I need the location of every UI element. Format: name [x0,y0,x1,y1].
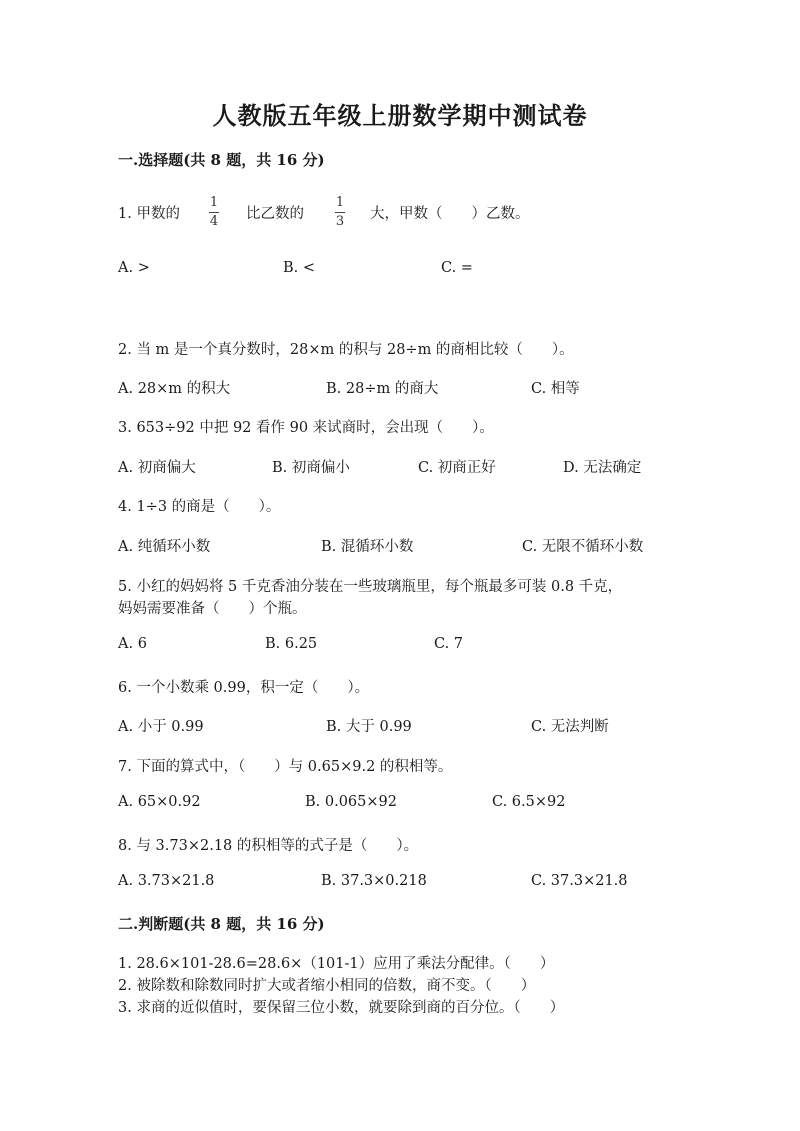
question-1-option-c[interactable]: C. = [441,260,473,276]
question-1-prefix: 1. 甲数的 [118,206,180,222]
fraction-one-third [335,196,345,229]
question-4-text: 4. 1÷3 的商是（ ）。 [118,499,281,515]
question-2-option-a[interactable]: A. 28×m 的积大 [118,381,231,397]
question-6-option-a[interactable]: A. 小于 0.99 [118,719,204,735]
question-7-option-b[interactable]: B. 0.065×92 [305,794,397,810]
question-8-option-c[interactable]: C. 37.3×21.8 [531,873,628,889]
question-6-text: 6. 一个小数乘 0.99，积一定（ ）。 [118,680,370,696]
fraction-bar [209,212,219,213]
question-8-option-a[interactable]: A. 3.73×21.8 [118,873,215,889]
question-7-text: 7. 下面的算式中，（ ）与 0.65×9.2 的积相等。 [118,759,453,775]
judgment-item-2: 2. 被除数和除数同时扩大或者缩小相同的倍数，商不变。（ ） [118,978,536,994]
judgment-item-3: 3. 求商的近似值时，要保留三位小数，就要除到商的百分位。（ ） [118,1000,565,1016]
question-2-option-b[interactable]: B. 28÷m 的商大 [326,381,439,397]
section-heading-judgment: 二.判断题(共 8 题，共 16 分) [118,915,325,933]
question-3-text: 3. 653÷92 中把 92 看作 90 来试商时，会出现（ ）。 [118,420,494,436]
fraction-numerator: 1 [335,195,345,210]
question-3-option-b[interactable]: B. 初商偏小 [272,460,350,476]
question-3-option-c[interactable]: C. 初商正好 [418,460,496,476]
question-6-option-c[interactable]: C. 无法判断 [531,719,609,735]
question-8-text: 8. 与 3.73×2.18 的积相等的式子是（ ）。 [118,838,419,854]
question-5-option-a[interactable]: A. 6 [118,636,147,652]
question-1-option-a[interactable]: A. > [118,260,150,276]
question-3-option-d[interactable]: D. 无法确定 [563,460,642,476]
question-1-middle: 比乙数的 [246,206,304,222]
section-heading-choice: 一.选择题(共 8 题，共 16 分) [118,151,325,169]
question-5-option-c[interactable]: C. 7 [434,636,464,652]
question-7-option-c[interactable]: C. 6.5×92 [492,794,566,810]
question-1-option-b[interactable]: B. < [283,260,316,276]
question-4-option-b[interactable]: B. 混循环小数 [321,539,414,555]
question-4-option-c[interactable]: C. 无限不循环小数 [522,539,644,555]
question-4-option-a[interactable]: A. 纯循环小数 [118,539,211,555]
fraction-numerator: 1 [209,195,219,210]
question-5-option-b[interactable]: B. 6.25 [265,636,318,652]
question-1-suffix: 大，甲数（ ）乙数。 [370,206,530,222]
fraction-bar [335,212,345,213]
page-title: 人教版五年级上册数学期中测试卷 [212,101,588,130]
fraction-one-quarter [209,196,219,229]
question-3-option-a[interactable]: A. 初商偏大 [118,460,196,476]
question-6-option-b[interactable]: B. 大于 0.99 [326,719,412,735]
question-2-option-c[interactable]: C. 相等 [531,381,580,397]
fraction-denominator: 3 [335,214,345,229]
judgment-item-1: 1. 28.6×101-28.6=28.6×（101-1）应用了乘法分配律。（ ） [118,956,555,972]
question-5-line-2: 妈妈需要准备（ ）个瓶。 [118,601,307,617]
question-2-text: 2. 当 m 是一个真分数时，28×m 的积与 28÷m 的商相比较（ ）。 [118,342,574,358]
fraction-denominator: 4 [209,214,219,229]
question-5-line-1: 5. 小红的妈妈将 5 千克香油分装在一些玻璃瓶里，每个瓶最多可装 0.8 千克， [118,579,623,595]
question-7-option-a[interactable]: A. 65×0.92 [118,794,201,810]
question-8-option-b[interactable]: B. 37.3×0.218 [321,873,427,889]
